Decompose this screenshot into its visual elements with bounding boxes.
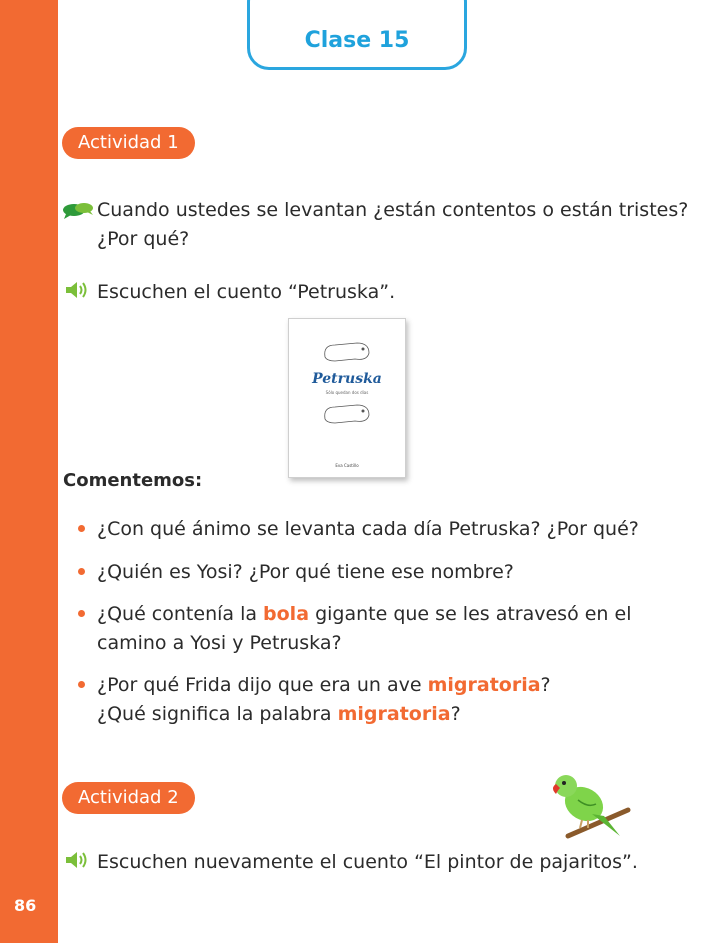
cat-sketch-top (319, 337, 375, 367)
discussion-question-1: ¿Con qué ánimo se levanta cada día Petruska? ¿Por qué? (97, 518, 639, 540)
discussion-question-3-line1 (97, 600, 631, 628)
side-band (0, 0, 58, 943)
activity-2-listen: Escuchen nuevamente el cuento “El pintor de pajaritos”. (97, 851, 638, 873)
q4-text-a: ¿Por qué Frida dijo que era un ave (97, 674, 428, 696)
activity-1-question-line1: Cuando ustedes se levantan ¿están contentos o están tristes? (97, 199, 689, 221)
bullet (78, 525, 85, 532)
speech-bubbles-icon (62, 201, 94, 219)
cat-sketch-bottom (319, 399, 375, 429)
discussion-question-4-line2 (97, 700, 461, 728)
q4-highlight-word: migratoria (427, 674, 541, 696)
q3-highlight-word: bola (263, 603, 310, 625)
page-number: 86 (14, 896, 37, 915)
book-author: Eva Castillo (335, 463, 359, 468)
side-band-wave (0, 0, 70, 943)
book-cover (288, 318, 406, 478)
activity-1-listen: Escuchen el cuento “Petruska”. (97, 281, 396, 303)
activity-1-question-line2: ¿Por qué? (97, 228, 190, 250)
speaker-icon (65, 281, 91, 299)
q4-line2-text-a: ¿Qué significa la palabra (97, 703, 338, 725)
page-title: Clase 15 (304, 28, 410, 53)
bullet (78, 568, 85, 575)
discussion-heading: Comentemos: (63, 470, 203, 491)
q3-text-a: ¿Qué contenía la (97, 603, 264, 625)
discussion-question-2: ¿Quién es Yosi? ¿Por qué tiene ese nombre? (97, 561, 514, 583)
speaker-icon (65, 851, 91, 869)
q3-text-b: gigante que se les atravesó en el (309, 603, 632, 625)
parrot-illustration (548, 770, 632, 850)
activity-1-badge: Actividad 1 (62, 127, 195, 159)
discussion-question-3-line2: camino a Yosi y Petruska? (97, 632, 342, 654)
q4-line2-highlight-word: migratoria (337, 703, 451, 725)
activity-2-badge: Actividad 2 (62, 782, 195, 814)
bullet (78, 681, 85, 688)
q4-line2-text-b: ? (450, 703, 461, 725)
q4-text-b: ? (540, 674, 551, 696)
bullet (78, 610, 85, 617)
book-title: Petruska (312, 371, 382, 387)
book-subtitle: Sólo quedan dos días (325, 390, 369, 395)
title-tab (247, 0, 467, 70)
discussion-question-4-line1 (97, 671, 551, 699)
